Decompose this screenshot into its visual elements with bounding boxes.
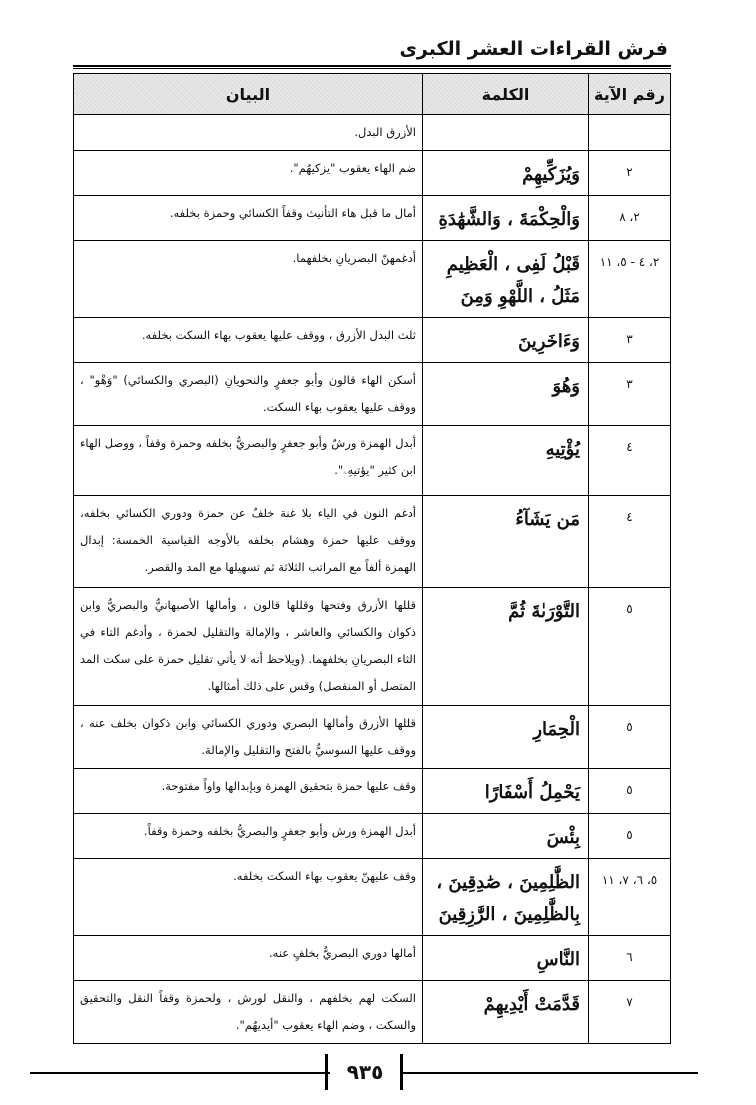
quran-word: يُؤْتِيهِ (423, 426, 589, 496)
bayan-text: ثلث البدل الأزرق ، ووقف عليها يعقوب بهاء السكت بخلفه. (74, 318, 423, 363)
table-row (74, 151, 671, 196)
table-row (74, 363, 671, 426)
table-row (74, 706, 671, 769)
ayah-number: ٦ (589, 936, 671, 981)
ayah-number: ٥ (589, 769, 671, 814)
bayan-text: أمال ما قبل هاء التأنيث وقفاً الكسائي وحمزة بخلفه. (74, 196, 423, 241)
table-row (74, 196, 671, 241)
bayan-text: أدغم النون في الياء بلا غنة خلفٌ عن حمزة ودوري الكسائي بخلفه، ووقف عليها حمزة وهشام بخلفه بالأوجه القياسية الخمسة: إبدال الهمزة ألفاً مع المراتب الثلاثة ثم تسهيلها مع المد والقصر. (74, 496, 423, 588)
ayah-number: ٤ (589, 496, 671, 588)
bayan-text: وقف عليها حمزة بتحقيق الهمزة وبإبدالها واواً مفتوحة. (74, 769, 423, 814)
ayah-number: ٣ (589, 363, 671, 426)
bayan-text: أمالها دوري البصريُّ بخلفٍ عنه. (74, 936, 423, 981)
ayah-number: ٤ (589, 426, 671, 496)
quran-word: قَبْلُ لَفِى ، الْعَظِيمِ مَثَلُ ، اللَّهْوِ وَمِنَ (423, 241, 589, 318)
quran-word: وَالْحِكْمَةَ ، وَالشَّهَٰدَةِ (423, 196, 589, 241)
footer-rule-left (30, 1072, 330, 1074)
header-rule (73, 65, 671, 69)
bayan-text: ضم الهاء يعقوب "يزكيهُم". (74, 151, 423, 196)
table-row (74, 814, 671, 859)
bayan-text: السكت لهم بخلفهم ، والنقل لورش ، ولحمزة وقفاً النقل والتحقيق والسكت ، وضم الهاء يعقوب "أيديهُم". (74, 981, 423, 1044)
table-row (74, 115, 671, 151)
page-header-title: فرش القراءات العشر الكبرى (399, 38, 668, 60)
bayan-text: أبدل الهمزة ورش وأبو جعفرٍ والبصريُّ بخلفه وحمزة وقفاً. (74, 814, 423, 859)
table-row (74, 981, 671, 1044)
table-row (74, 859, 671, 936)
table-row (74, 936, 671, 981)
footer-divider-left (325, 1054, 328, 1090)
column-header-ayah: رقم الآية (589, 74, 671, 115)
quran-word: وَءَاخَرِينَ (423, 318, 589, 363)
table-row (74, 769, 671, 814)
quran-word: بِئْسَ (423, 814, 589, 859)
ayah-number: ٣ (589, 318, 671, 363)
table-header-row (74, 74, 671, 115)
table-row (74, 318, 671, 363)
ayah-number: ٥ (589, 588, 671, 706)
quran-word: النَّاسِ (423, 936, 589, 981)
bayan-text: قللها الأزرق وفتحها وقللها قالون ، وأمالها الأصبهانيُّ والبصريُّ وابن ذكوان والكسائي والعاشر ، والإمالة والتقليل لحمزة ، وأدغم التاء في الثاء البصريانِ بخلفهما. (ويلاحظ أنه لا يأتي تقليل حمزة على سكت المد المتصل أو المنفصل) وقس على ذلك أمثالها. (74, 588, 423, 706)
quran-word: مَن يَشَآءُ (423, 496, 589, 588)
quran-word (423, 115, 589, 151)
table-row (74, 241, 671, 318)
ayah-number: ٥ (589, 814, 671, 859)
quran-word: وَهُوَ (423, 363, 589, 426)
table-row (74, 426, 671, 496)
ayah-number: ٢، ٤ - ٥، ١١ (589, 241, 671, 318)
page-number: ٩٣٥ (346, 1060, 384, 1084)
quran-word: يَحْمِلُ أَسْفَارًا (423, 769, 589, 814)
ayah-number: ٥، ٦، ٧، ١١ (589, 859, 671, 936)
quran-word: قَدَّمَتْ أَيْدِيهِمْ (423, 981, 589, 1044)
table-row (74, 496, 671, 588)
bayan-text: أبدل الهمزة ورشٌ وأبو جعفرٍ والبصريُّ بخلفه وحمزة وقفاً ، ووصل الهاء ابن كثير "يؤتيهِۦ". (74, 426, 423, 496)
bayan-text: أسكن الهاء قالون وأبو جعفرٍ والنحويانِ (البصري والكسائي) "وَهْو" ، ووقف عليها يعقوب بهاء السكت. (74, 363, 423, 426)
qiraat-table (73, 73, 671, 1044)
ayah-number: ٧ (589, 981, 671, 1044)
ayah-number (589, 115, 671, 151)
column-header-bayan: البيان (74, 74, 423, 115)
bayan-text: الأزرق البدل. (74, 115, 423, 151)
ayah-number: ٥ (589, 706, 671, 769)
footer-rule-right (402, 1072, 698, 1074)
bayan-text: وقف عليهنّ يعقوب بهاء السكت بخلفه. (74, 859, 423, 936)
quran-word: الظَّٰلِمِينَ ، صَٰدِقِينَ ، بِالظَّٰلِمِينَ ، الرَّٰزِقِينَ (423, 859, 589, 936)
bayan-text: أدغمهنّ البصريانِ بخلفهما. (74, 241, 423, 318)
footer-divider-right (400, 1054, 403, 1090)
bayan-text: قللها الأزرق وأمالها البصري ودوري الكسائي وابن ذكوان بخلف عنه ، ووقف عليها السوسيُّ بالفتح والتقليل والإمالة. (74, 706, 423, 769)
column-header-word: الكلمة (423, 74, 589, 115)
ayah-number: ٢ (589, 151, 671, 196)
table-row (74, 588, 671, 706)
quran-word: الْحِمَارِ (423, 706, 589, 769)
ayah-number: ٢، ٨ (589, 196, 671, 241)
quran-word: التَّوْرَىٰةَ ثُمَّ (423, 588, 589, 706)
quran-word: وَيُزَكِّيهِمْ (423, 151, 589, 196)
